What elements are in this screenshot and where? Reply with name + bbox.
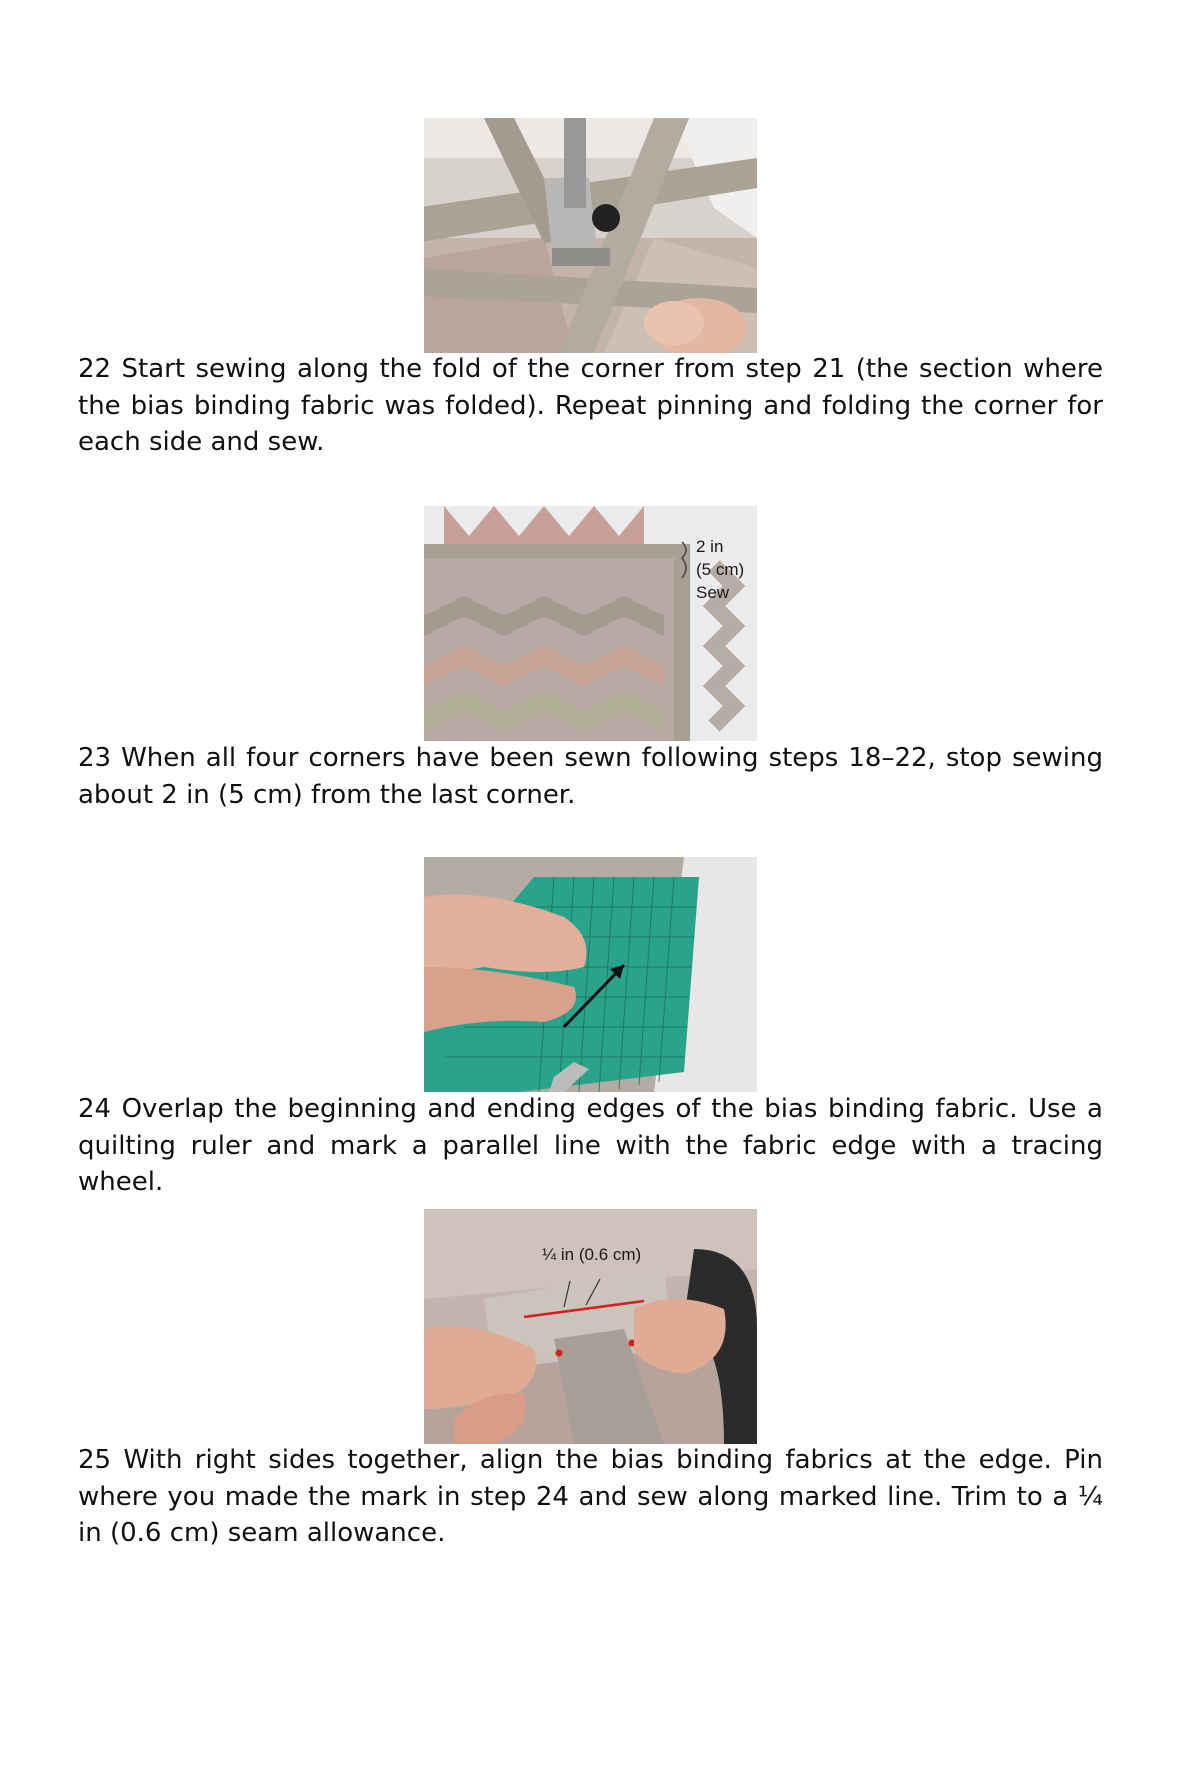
annotation-2in: 2 in xyxy=(696,537,724,556)
annotation-5cm: (5 cm) xyxy=(696,560,745,579)
step-24-photo xyxy=(424,857,757,1092)
step-23-text: 23 When all four corners have been sewn following steps 18–22, stop sewing about 2 in (5 cm) from the last corner. xyxy=(78,743,1103,810)
sewing-machine-icon xyxy=(424,118,757,353)
quilting-ruler-icon xyxy=(424,857,757,1092)
step-25-photo xyxy=(424,1209,757,1444)
annotation-sew: Sew xyxy=(696,583,730,602)
quilt-corner-icon xyxy=(424,506,757,741)
step-22-photo xyxy=(424,118,757,353)
hands-binding-icon xyxy=(424,1209,757,1444)
step-22-text: 22 Start sewing along the fold of the corner from step 21 (the section where the bias binding fabric was folded). Repeat pinning and folding the corner for each side and sew. xyxy=(78,354,1103,457)
annotation-quarter-inch: ¼ in (0.6 cm) xyxy=(542,1245,642,1264)
step-24-text: 24 Overlap the beginning and ending edges of the bias binding fabric. Use a quilting ruler and mark a parallel line with the fabric edge with a tracing wheel. xyxy=(78,1094,1103,1197)
step-23-photo xyxy=(424,506,757,741)
step-25-text: 25 With right sides together, align the bias binding fabrics at the edge. Pin where you made the mark in step 24 and sew along marked line. Trim to a ¼ in (0.6 cm) seam allowance. xyxy=(78,1445,1103,1548)
